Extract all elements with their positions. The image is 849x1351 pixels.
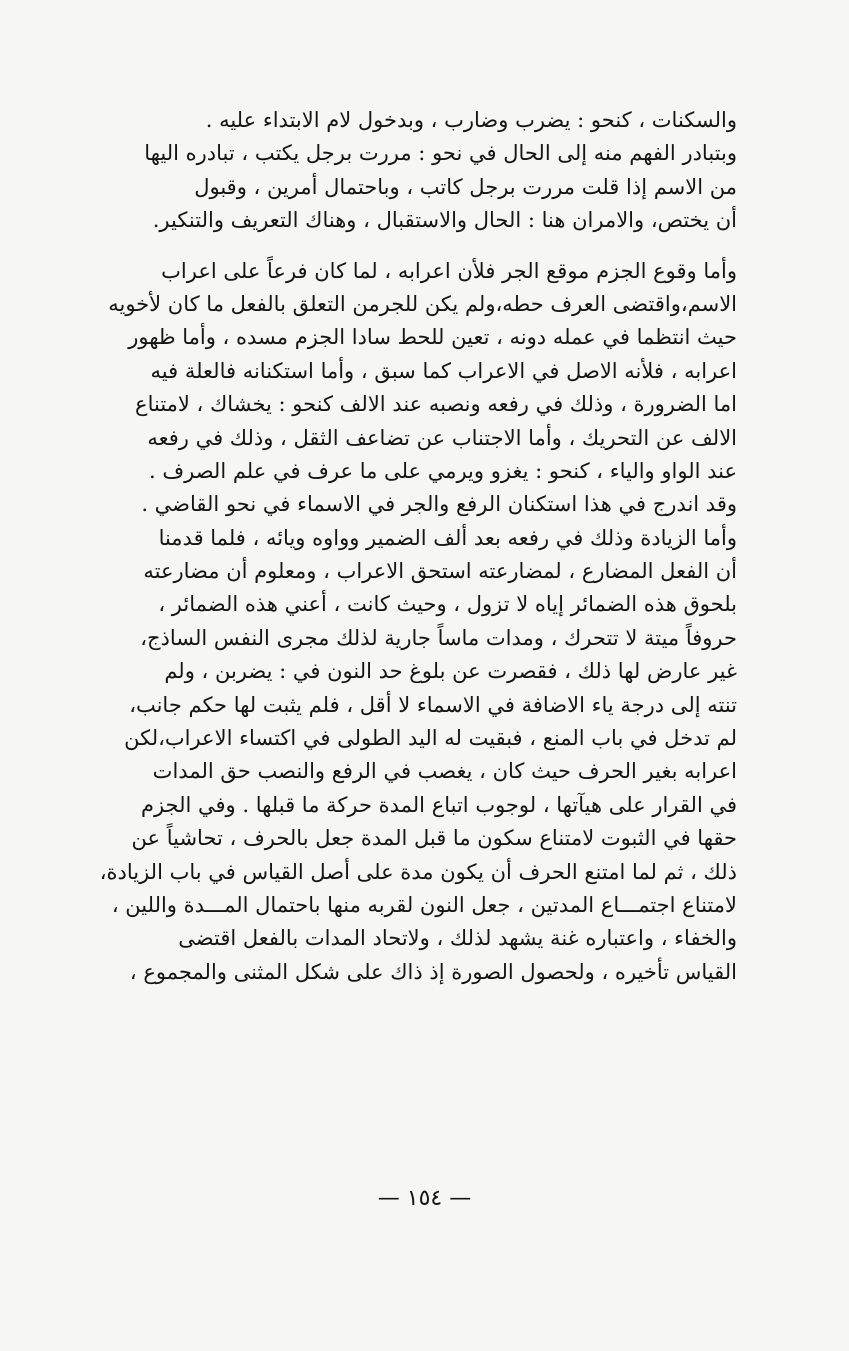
text-line: اما الضرورة ، وذلك في رفعه ونصبه عند الالف كنحو : يخشاك ، لامتناع <box>135 392 737 417</box>
text-line: غير عارض لها ذلك ، فقصرت عن بلوغ حد النون في : يضربن ، ولم <box>164 659 737 684</box>
page-number: — ١٥٤ — <box>377 1186 472 1211</box>
text-line: وأما الزيادة وذلك في رفعه بعد ألف الضمير وواوه ويائه ، فلما قدمنا <box>158 525 737 550</box>
text-line: تنته إلى درجة ياء الاضافة في الاسماء لا أقل ، فلم يثبت لها حكم جانب، <box>129 692 737 717</box>
text-line: حيث انتظما في عمله دونه ، تعين للحط سادا الجزم مسده ، وأما ظهور <box>128 325 737 350</box>
text-line: من الاسم إذا قلت مررت برجل كاتب ، وباحتمال أمرين ، وقبول <box>194 174 737 199</box>
text-line: اعرابه بغير الحرف حيث كان ، يغصب في الرفع والنصب حق المدات <box>152 759 737 784</box>
text-line: وأما وقوع الجزم موقع الجر فلأن اعرابه ، لما كان فرعاً على اعراب <box>161 258 737 283</box>
text-line: في القرار على هيآتها ، لوجوب اتباع المدة حركة ما قبلها . وفي الجزم <box>140 792 737 817</box>
paragraph-2 <box>92 255 737 990</box>
text-line: لامتناع اجتمـــاع المدتين ، جعل النون لقربه منها باحتمال المـــدة واللين ، <box>111 892 737 917</box>
text-line: بلحوق هذه الضمائر إياه لا تزول ، وحيث كانت ، أعني هذه الضمائر ، <box>158 592 737 617</box>
text-line: وقد اندرج في هذا استكنان الرفع والجر في الاسماء في نحو القاضي . <box>141 492 737 517</box>
text-line: الالف عن التحريك ، وأما الاجتناب عن تضاعف الثقل ، وذلك في رفعه <box>147 425 737 450</box>
text-line: حروفاً ميتة لا تتحرك ، ومدات ماساً جارية لذلك مجرى النفس الساذج، <box>140 625 737 650</box>
text-line: ذلك ، ثم لما امتنع الحرف أن يكون مدة على أصل القياس في باب الزيادة، <box>99 859 737 884</box>
text-line: أن الفعل المضارع ، لمضارعته استحق الاعراب ، ومعلوم أن مضارعته <box>143 559 737 584</box>
text-line: اعرابه ، فلأنه الاصل في الاعراب كما سبق ، وأما استكنانه فالعلة فيه <box>150 358 737 383</box>
text-line: والسكنات ، كنحو : يضرب وضارب ، وبدخول لام الابتداء عليه . <box>205 108 737 132</box>
text-line: والخفاء ، واعتباره غنة يشهد لذلك ، ولاتحاد المدات بالفعل اقتضى <box>178 926 737 951</box>
text-line: عند الواو والياء ، كنحو : يغزو ويرمي على ما عرف في علم الصرف . <box>149 458 737 483</box>
text-line: لم تدخل في باب المنع ، فبقيت له اليد الطولى في اكتساء الاعراب،لكن <box>124 726 737 751</box>
page-body <box>92 104 737 989</box>
paragraph-1 <box>92 104 737 238</box>
text-line: وبتبادر الفهم منه إلى الحال في نحو : مررت برجل يكتب ، تبادره اليها <box>144 141 737 166</box>
text-line: القياس تأخيره ، ولحصول الصورة إذ ذاك على شكل المثنى والمجموع ، <box>129 959 737 984</box>
text-line: أن يختص، والامران هنا : الحال والاستقبال ، وهناك التعريف والتنكير. <box>152 208 737 233</box>
text-line: الاسم،واقتضى العرف حطه،ولم يكن للجرمن التعلق بالفعل ما كان لأخويه <box>108 291 737 316</box>
text-line: حقها في الثبوت لامتناع سكون ما قبل المدة جعل بالحرف ، تحاشياً عن <box>131 826 737 851</box>
